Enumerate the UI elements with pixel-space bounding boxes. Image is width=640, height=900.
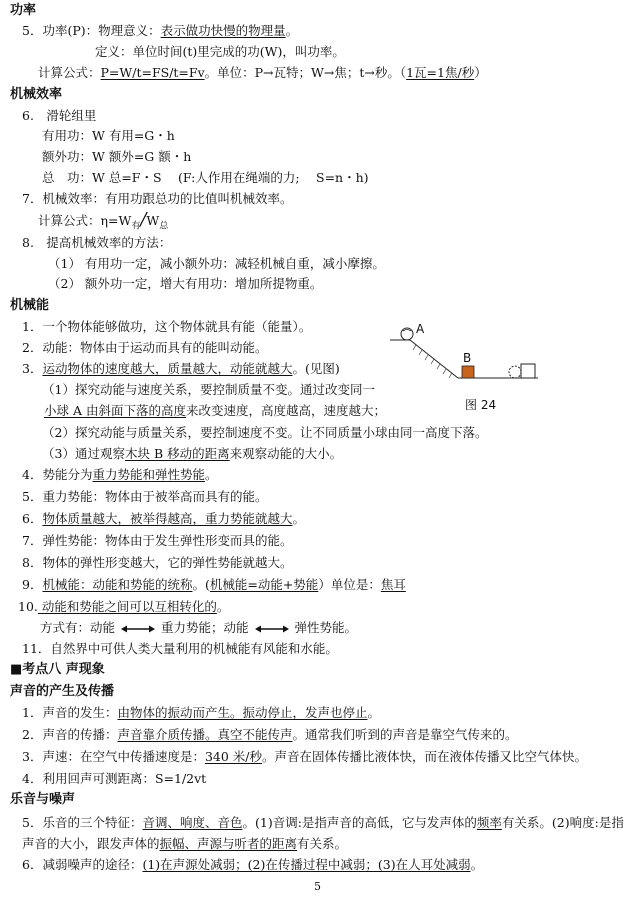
efficiency-method-2: （2） 额外功一定，增大有用功：增加所提物重。 (48, 276, 323, 291)
energy-item-6: 6．物体质量越大，被举得越高，重力势能就越大。 (22, 511, 305, 526)
energy-experiment-1: （1）探究动能与速度关系，要控制质量不变。通过改变同一 (42, 382, 375, 397)
efficiency-item-6: 6. 滑轮组里 (22, 108, 97, 123)
sound-item-2: 2．声音的传播：声音靠介质传播。真空不能传声。通常我们听到的声音是靠空气传来的。 (22, 727, 518, 742)
power-item-5: 5．功率(P)：物理意义：表示做功快慢的物理量。 (22, 23, 299, 38)
section-music-noise: 乐音与噪声 (10, 792, 76, 807)
energy-conversion-modes: 方式有：动能 重力势能；动能 弹性势能。 (40, 620, 358, 635)
energy-item-1: 1．一个物体能够做功，这个物体就具有能（能量）。 (22, 319, 312, 334)
section-sound-point: ■考点八 声现象 (10, 662, 105, 677)
section-energy: 机械能 (10, 298, 50, 313)
double-arrow-icon (255, 624, 289, 634)
energy-experiment-3: （3）通过观察木块 B 移动的距离来观察动能的大小。 (42, 446, 343, 461)
energy-item-2: 2．动能：物体由于运动而具有的能叫动能。 (22, 340, 268, 355)
efficiency-item-8: 8. 提高机械效率的方法： (22, 235, 172, 250)
sound-item-4: 4．利用回声可测距离：S=1/2vt (22, 771, 207, 786)
efficiency-item-7: 7．机械效率：有用功跟总功的比值叫机械效率。 (22, 191, 293, 206)
block-outline (521, 364, 535, 378)
power-definition: 定义：单位时间(t)里完成的功(W)，叫功率。 (95, 44, 345, 59)
section-power: 功率 (10, 3, 37, 18)
energy-item-4: 4．势能分为重力势能和弹性势能。 (22, 467, 218, 482)
section-efficiency: 机械效率 (10, 87, 63, 102)
efficiency-method-1: （1） 有用功一定，减小额外功：减轻机械自重，减小摩擦。 (48, 256, 385, 271)
double-arrow-icon (121, 624, 155, 634)
figure-caption: 图 24 (465, 398, 497, 412)
section-sound-origin: 声音的产生及传播 (10, 684, 115, 699)
efficiency-formula: 计算公式：$\eta=W_有/W_总$ (38, 209, 169, 232)
music-item-5: 5．乐音的三个特征：音调、响度、音色。(1)音调:是指声音的高低，它与发声体的频率有关系。(2)响度:是指声音的大小，跟发声体的振幅、声源与听者的距离有关系。 (22, 815, 624, 851)
label-a: A (416, 322, 425, 336)
label-b: B (463, 351, 472, 365)
music-item-6: 6．减弱噪声的途径：(1)在声源处减弱；(2)在传播过程中减弱；(3)在人耳处减弱。 (22, 857, 484, 872)
page-number: 5 (314, 880, 321, 893)
sound-item-3: 3．声速：在空气中传播速度是：340 米/秒。声音在固体传播比液体快，而在液体传播又比空气体快。 (22, 749, 588, 764)
total-work: 总 功：W 总=F・S (F:人作用在绳端的力; S=n・h) (42, 170, 369, 185)
block-b (462, 366, 474, 378)
energy-item-11: 11．自然界中可供人类大量利用的机械能有风能和水能。 (22, 641, 338, 656)
energy-item-5: 5．重力势能：物体由于被举高而具有的能。 (22, 489, 268, 504)
energy-experiment-1-cont: 小球 A 由斜面下落的高度来改变速度，高度越高，速度越大； (44, 403, 386, 418)
power-formula: 计算公式：P=W/t=FS/t=Fv。单位：P→瓦特；W→焦；t→秒。（1瓦=1焦/秒） (38, 65, 487, 80)
energy-item-9: 9．机械能：动能和势能的统称。(机械能=动能+势能）单位是：焦耳 (22, 577, 406, 592)
energy-experiment-2: （2）探究动能与质量关系，要控制速度不变。让不同质量小球由同一高度下落。 (42, 425, 488, 440)
extra-work: 额外功：W 额外=G 额・h (42, 149, 192, 164)
energy-item-10: 10. 动能和势能之间可以互相转化的。 (18, 599, 230, 614)
energy-item-7: 7．弹性势能：物体由于发生弹性形变而具的能。 (22, 533, 293, 548)
figure-24-diagram (388, 318, 540, 418)
energy-item-3: 3．运动物体的速度越大，质量越大，动能就越大。(见图) (22, 361, 340, 376)
energy-item-8: 8．物体的弹性形变越大，它的弹性势能就越大。 (22, 555, 293, 570)
sound-item-1: 1．声音的发生：由物体的振动而产生。振动停止，发声也停止。 (22, 705, 380, 720)
ball-moving (509, 366, 521, 378)
useful-work: 有用功：W 有用=G・h (42, 128, 175, 143)
